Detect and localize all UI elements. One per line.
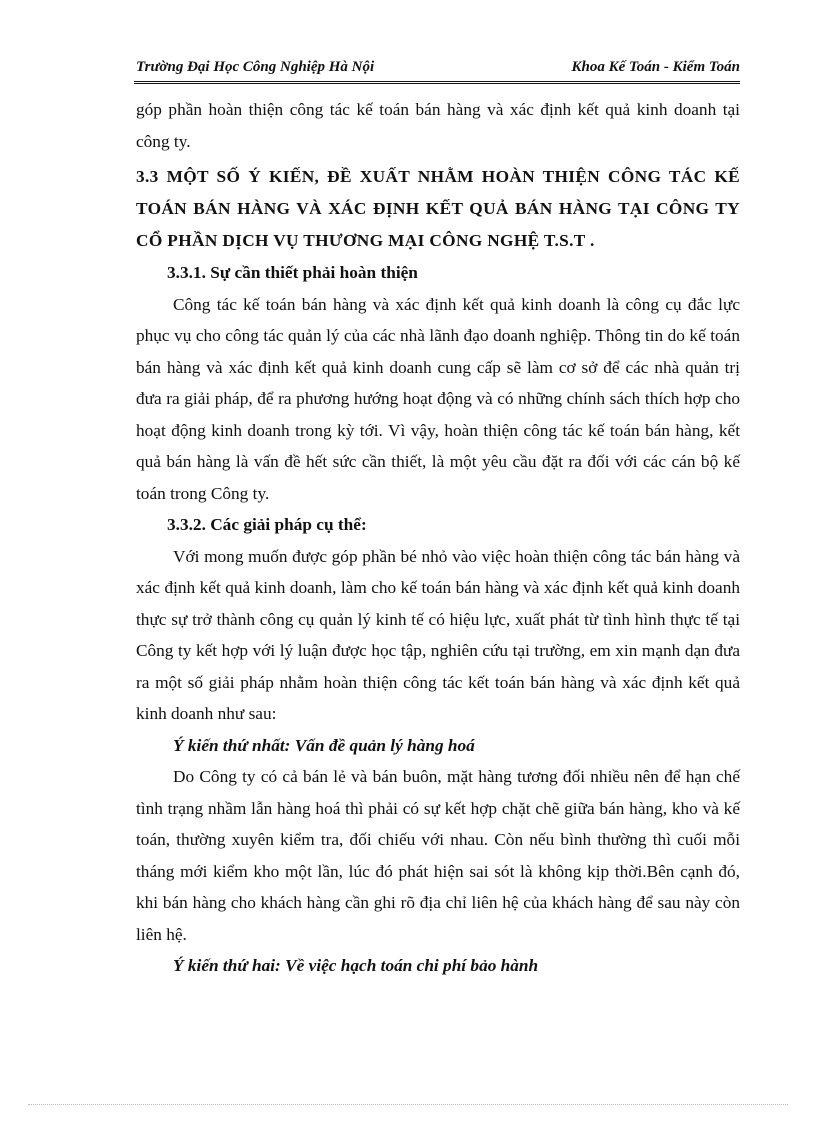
idea-heading-1: Ý kiến thứ nhất: Vấn đề quản lý hàng hoá (173, 735, 475, 755)
intro-paragraph: góp phần hoàn thiện công tác kế toán bán hàng và xác định kết quả kinh doanh tại công ty. (136, 100, 740, 151)
subsection-heading-3-3-2: 3.3.2. Các giải pháp cụ thể: (167, 515, 367, 534)
subsection-heading-3-3-1: 3.3.1. Sự cần thiết phải hoàn thiện (167, 263, 418, 282)
section-title: 3.3 MỘT SỐ Ý KIẾN, ĐỀ XUẤT NHẰM HOÀN THIỆN CÔNG TÁC KẾ TOÁN BÁN HÀNG VÀ XÁC ĐỊNH KẾT QUẢ BÁN HÀNG TẠI CÔNG TY CỔ PHẦN DỊCH VỤ THƯƠNG MẠI CÔNG NGHỆ T.S.T . (136, 167, 740, 250)
paragraph-3-3-2: Với mong muốn được góp phần bé nhỏ vào việc hoàn thiện công tác bán hàng và xác định kết quả kinh doanh, làm cho kế toán bán hàng và xác định kết quả kinh doanh thực sự trở thành công cụ quản lý kinh tế có hiệu lực, xuất phát từ tình hình thực tế tại Công ty kết hợp với lý luận được học tập, nghiên cứu tại trường, em xin mạnh dạn đưa ra một số giải pháp nhằm hoàn thiện công tác kết toán bán hàng và xác định kết quả kinh doanh như sau: (136, 546, 740, 723)
idea-heading-2: Ý kiến thứ hai: Về việc hạch toán chi phí bảo hành (173, 956, 539, 975)
page-header (134, 55, 740, 84)
paragraph-3-3-1: Công tác kế toán bán hàng và xác định kết quả kinh doanh là công cụ đắc lực phục vụ cho công tác quản lý của các nhà lãnh đạo doanh nghiệp. Thông tin do kế toán bán hàng và xác định kết quả kinh doanh cung cấp sẽ làm cơ sở để các nhà quản trị đưa ra giải pháp, để ra phương hướng hoạt động và có những chính sách thích hợp cho hoạt động kinh doanh trong kỳ tới. Vì vậy, hoàn thiện công tác kế toán bán hàng, kết quả bán hàng là vấn đề hết sức cần thiết, là một yêu cầu đặt ra đối với các cán bộ kế toán trong Công ty. (136, 294, 740, 503)
page-bottom-divider (28, 1104, 788, 1105)
document-body (136, 94, 740, 982)
idea-paragraph-1: Do Công ty có cả bán lẻ và bán buôn, mặt hàng tương đối nhiều nên để hạn chế tình trạng nhầm lẫn hàng hoá thì phải có sự kết hợp chặt chẽ giữa bán hàng, kho và kế toán, thường xuyên kiểm tra, đối chiếu với nhau. Còn nếu bình thường thì cuối mỗi tháng mới kiểm kho một lần, lúc đó phát hiện sai sót là không kịp thời.Bên cạnh đó, khi bán hàng cho khách hàng cần ghi rõ địa chỉ liên hệ của khách hàng để sau này còn liên hệ. (136, 767, 740, 944)
header-university: Trường Đại Học Công Nghiệp Hà Nội (136, 59, 375, 75)
header-faculty: Khoa Kế Toán - Kiểm Toán (571, 59, 740, 75)
